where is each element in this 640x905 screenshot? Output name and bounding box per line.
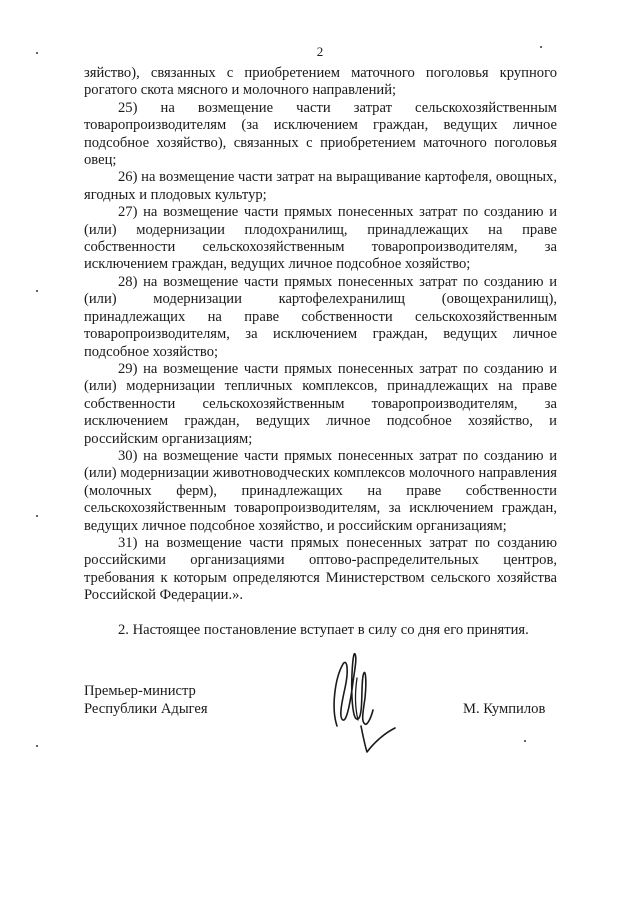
paragraph-item-25: 25) на возмещение части затрат сельскохозяйственным товаропроизводителям (за исключением граждан, ведущих личное подсобное хозяйство), связанных с приобретением маточного поголовья овец; [84,99,557,169]
paragraph-item-29: 29) на возмещение части прямых понесенных затрат по созданию и (или) модернизации тепличных комплексов, принадлежащих на праве собственности сельскохозяйственным товаропроизводителям, за исключением граждан, ведущих личное подсобное хозяйство, и российским организациям; [84,360,557,447]
scan-speck [36,52,38,54]
page-number: 2 [316,44,324,59]
scan-speck [36,745,38,747]
scan-speck [540,46,542,48]
handwritten-signature-icon [325,648,405,760]
paragraph-item-28: 28) на возмещение части прямых понесенных затрат по созданию и (или) модернизации картофелехранилищ (овощехранилищ), принадлежащих на праве собственности сельскохозяйственным товаропроизводителям, за исключением граждан, ведущих личное подсобное хозяйство; [84,273,557,360]
paragraph-effective-date: 2. Настоящее постановление вступает в силу со дня его принятия. [118,621,529,638]
paragraph-item-27: 27) на возмещение части прямых понесенных затрат по созданию и (или) модернизации плодохранилищ, принадлежащих на праве собственности сельскохозяйственным товаропроизводителям, за исключением граждан, ведущих личное подсобное хозяйство; [84,204,557,273]
scan-speck [36,290,38,292]
scan-speck [36,515,38,517]
signatory-position [84,682,208,718]
signatory-name: М. Кумпилов [463,701,546,717]
document-body [84,65,557,639]
paragraph-item-26: 26) на возмещение части затрат на выращивание картофеля, овощных, ягодных и плодовых культур; [84,169,557,203]
paragraph-item-30: 30) на возмещение части прямых понесенных затрат по созданию и (или) модернизации животноводческих комплексов молочного направления (молочных ферм), принадлежащих на праве собственности сельскохозяйственным товаропроизводителям, за исключением граждан, ведущих личное подсобное хозяйство, и российским организациям; [84,447,557,534]
paragraph-continuation: зяйство), связанных с приобретением маточного поголовья крупного рогатого скота мясного и молочного направлений; [84,65,557,99]
signatory-position-line-2: Республики Адыгея [84,701,208,717]
scan-speck [524,740,526,742]
signatory-position-line-1: Премьер-министр [84,683,196,699]
paragraph-item-31: 31) на возмещение части прямых понесенных затрат по созданию российскими организациями оптово-распределительных центров, требования к которым определяются Министерством сельского хозяйства Российской Федерации.». [84,534,557,604]
